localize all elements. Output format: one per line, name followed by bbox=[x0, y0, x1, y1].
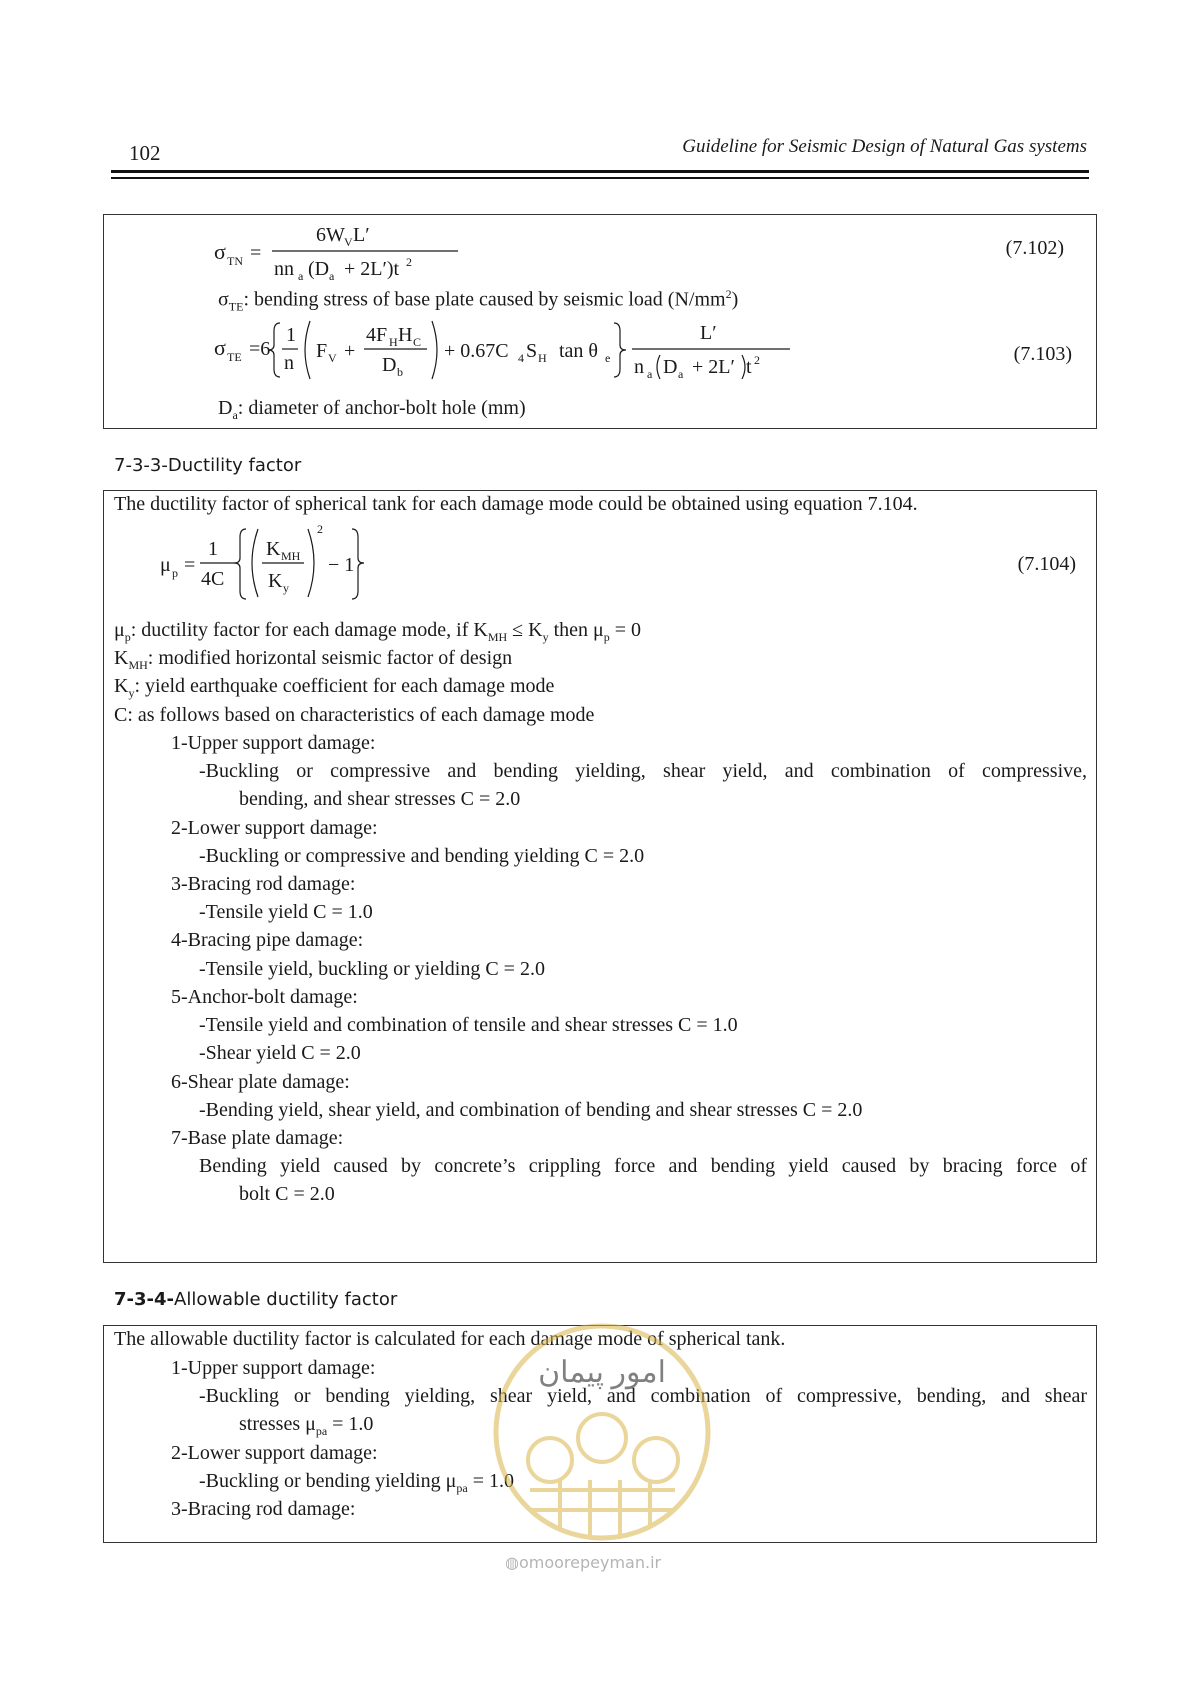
svg-text:+: + bbox=[344, 340, 356, 362]
svg-text:n: n bbox=[284, 352, 294, 374]
svg-text:L′: L′ bbox=[700, 322, 717, 344]
svg-text:S: S bbox=[526, 340, 538, 362]
section-heading-7-3-4 bbox=[114, 1289, 397, 1310]
svg-text:=: = bbox=[184, 554, 196, 576]
damage-mode-heading: 4-Bracing pipe damage: bbox=[171, 929, 364, 951]
svg-text:p: p bbox=[172, 566, 178, 580]
damage-mode-detail: -Tensile yield, buckling or yielding C = 2.0 bbox=[199, 958, 545, 980]
svg-text:tan θ: tan θ bbox=[559, 340, 599, 362]
da-text: : diameter of anchor-bolt hole (mm) bbox=[237, 397, 526, 419]
svg-text:a: a bbox=[678, 367, 684, 381]
justified-text: Bending yield caused by concrete’s crippling force and bending yield caused by bracing force of bbox=[199, 1155, 1087, 1177]
mu-p-then: then μ bbox=[548, 619, 604, 641]
c-definition: C: as follows based on characteristics of each damage mode bbox=[114, 704, 595, 726]
allowable-intro: The allowable ductility factor is calculated for each damage mode of spherical tank. bbox=[114, 1328, 786, 1350]
damage-mode-heading: 2-Lower support damage: bbox=[171, 817, 378, 839]
kmh-definition: $K_{MH}$: modified horizontal seismic factor of design bbox=[114, 647, 513, 672]
svg-text:D: D bbox=[663, 356, 678, 378]
equation-box-1 bbox=[103, 214, 1097, 429]
section-title: Allowable ductility factor bbox=[174, 1289, 398, 1310]
svg-text:+ 0.67C: + 0.67C bbox=[444, 340, 509, 362]
svg-text:4C: 4C bbox=[201, 568, 225, 590]
sigma-te-definition: $\sigma_{TE}$: bending stress of base plate caused by seismic load $(N/mm^2)$ bbox=[218, 287, 739, 314]
watermark-url-text: omoorepeyman.ir bbox=[518, 1553, 662, 1572]
damage-mode-detail-cont: stresses $\mu_{pa} = 1.0$ bbox=[239, 1413, 374, 1438]
svg-text:4F: 4F bbox=[366, 324, 388, 346]
svg-text:H: H bbox=[389, 335, 398, 349]
svg-text:C: C bbox=[413, 335, 422, 349]
svg-text:K: K bbox=[268, 570, 283, 592]
svg-text:σ: σ bbox=[214, 335, 226, 360]
equation-number-7-104: (7.104) bbox=[1017, 553, 1076, 575]
sigma-te-text: : bending stress of base plate caused by seismic load (N/mm bbox=[243, 288, 726, 311]
damage-mode-heading: 1-Upper support damage: bbox=[171, 732, 376, 754]
damage-mode-heading: 2-Lower support damage: bbox=[171, 1442, 378, 1464]
damage-mode-heading: 3-Bracing rod damage: bbox=[171, 1498, 356, 1520]
svg-text:2: 2 bbox=[754, 353, 760, 367]
buckling-text: -Buckling or bending yielding μ bbox=[199, 1470, 457, 1492]
da-definition: $D_a$: diameter of anchor-bolt hole (mm) bbox=[218, 397, 526, 422]
svg-text:+ 2L′: + 2L′ bbox=[692, 356, 735, 378]
watermark-logo bbox=[490, 1320, 715, 1545]
kmh-text: : modified horizontal seismic factor of design bbox=[147, 647, 513, 669]
svg-text:F: F bbox=[316, 340, 328, 362]
ky-text: : yield earthquake coefficient for each damage mode bbox=[134, 675, 555, 697]
svg-text:V: V bbox=[328, 351, 337, 365]
section-heading-7-3-3: 7-3-3-Ductility factor bbox=[114, 455, 302, 476]
ky-definition: $K_y$: yield earthquake coefficient for each damage mode bbox=[114, 675, 555, 700]
damage-mode-heading: 7-Base plate damage: bbox=[171, 1127, 344, 1149]
section-number: 7-3-4- bbox=[114, 1289, 174, 1310]
equation-7-102 bbox=[214, 219, 574, 287]
svg-text:a: a bbox=[647, 367, 653, 381]
damage-mode-detail bbox=[199, 1155, 1087, 1178]
svg-text:4: 4 bbox=[518, 351, 524, 365]
damage-mode-detail bbox=[199, 760, 1087, 783]
svg-text:a: a bbox=[298, 269, 304, 283]
svg-text:V: V bbox=[344, 235, 353, 249]
damage-mode-heading: 3-Bracing rod damage: bbox=[171, 873, 356, 895]
damage-mode-detail: -Tensile yield and combination of tensile and shear stresses C = 1.0 bbox=[199, 1014, 738, 1036]
equation-number-7-103: (7.103) bbox=[1013, 343, 1072, 365]
svg-text:n: n bbox=[634, 356, 644, 378]
svg-text:e: e bbox=[605, 351, 611, 365]
svg-text:D: D bbox=[382, 354, 397, 376]
svg-text:nn: nn bbox=[274, 258, 294, 280]
svg-text:μ: μ bbox=[160, 554, 171, 576]
svg-text:2: 2 bbox=[317, 525, 323, 536]
watermark-logo-text: امور پیمان bbox=[538, 1356, 666, 1389]
mu-p-text: : ductility factor for each damage mode, if K bbox=[130, 619, 488, 641]
mu-p-zero: = 0 bbox=[609, 619, 642, 641]
damage-mode-detail: -Bending yield, shear yield, and combination of bending and shear stresses C = 2.0 bbox=[199, 1099, 863, 1121]
svg-text:=: = bbox=[250, 242, 262, 264]
header-rule-thin bbox=[111, 177, 1089, 179]
damage-mode-heading: 5-Anchor-bolt damage: bbox=[171, 986, 358, 1008]
mu-pa-value: = 1.0 bbox=[327, 1413, 374, 1435]
ductility-intro: The ductility factor of spherical tank for each damage mode could be obtained using equation 7.104. bbox=[114, 493, 918, 515]
svg-text:=6: =6 bbox=[249, 338, 271, 360]
running-title: Guideline for Seismic Design of Natural Gas systems bbox=[682, 136, 1087, 157]
svg-text:1: 1 bbox=[286, 324, 296, 346]
svg-text:y: y bbox=[283, 581, 289, 595]
svg-text:b: b bbox=[397, 365, 403, 379]
svg-text:K: K bbox=[266, 538, 281, 560]
svg-text:L′: L′ bbox=[353, 224, 370, 246]
svg-text:1: 1 bbox=[208, 538, 218, 560]
mu-p-definition: $\mu_p$: ductility factor for each damage mode, if $K_{MH} \le K_y$ then $\mu_p = 0$ bbox=[114, 619, 642, 644]
equation-7-103 bbox=[214, 317, 794, 385]
damage-mode-detail: -Shear yield C = 2.0 bbox=[199, 1042, 361, 1064]
svg-text:TN: TN bbox=[227, 254, 243, 268]
svg-text:H: H bbox=[398, 324, 413, 346]
justified-text: -Buckling or bending yielding, shear yield, and combination of compressive, bending, and shear bbox=[199, 1385, 1087, 1407]
svg-text:a: a bbox=[329, 269, 335, 283]
svg-text:TE: TE bbox=[227, 350, 242, 364]
svg-text:− 1: − 1 bbox=[328, 554, 355, 576]
svg-text:+ 2L′)t: + 2L′)t bbox=[344, 258, 400, 280]
stresses-text: stresses μ bbox=[239, 1413, 316, 1435]
svg-text:2: 2 bbox=[406, 255, 412, 269]
damage-mode-detail: -Buckling or bending yielding $\mu_{pa} = 1.0$ bbox=[199, 1470, 514, 1495]
svg-text:MH: MH bbox=[281, 549, 301, 563]
svg-text:(D: (D bbox=[308, 258, 330, 280]
equation-number-7-102: (7.102) bbox=[1005, 237, 1064, 259]
watermark-url bbox=[505, 1553, 661, 1572]
svg-text:H: H bbox=[538, 351, 547, 365]
svg-text:6W: 6W bbox=[316, 224, 345, 246]
damage-mode-detail: -Buckling or compressive and bending yielding C = 2.0 bbox=[199, 845, 645, 867]
globe-icon: ◍ bbox=[505, 1553, 519, 1572]
damage-mode-heading: 1-Upper support damage: bbox=[171, 1357, 376, 1379]
damage-mode-detail-cont: bending, and shear stresses C = 2.0 bbox=[239, 788, 521, 810]
header-rule bbox=[111, 170, 1089, 173]
mu-pa-value: = 1.0 bbox=[467, 1470, 514, 1492]
equation-7-104 bbox=[154, 525, 384, 607]
damage-mode-heading: 6-Shear plate damage: bbox=[171, 1071, 350, 1093]
damage-mode-detail: -Tensile yield C = 1.0 bbox=[199, 901, 373, 923]
svg-text:σ: σ bbox=[214, 239, 226, 264]
page-number: 102 bbox=[129, 141, 161, 165]
damage-mode-detail-cont: bolt C = 2.0 bbox=[239, 1183, 335, 1205]
ductility-factor-box bbox=[103, 490, 1097, 1263]
svg-text:t: t bbox=[746, 356, 752, 378]
justified-text: -Buckling or compressive and bending yielding, shear yield, and combination of compressive, bbox=[199, 760, 1087, 782]
